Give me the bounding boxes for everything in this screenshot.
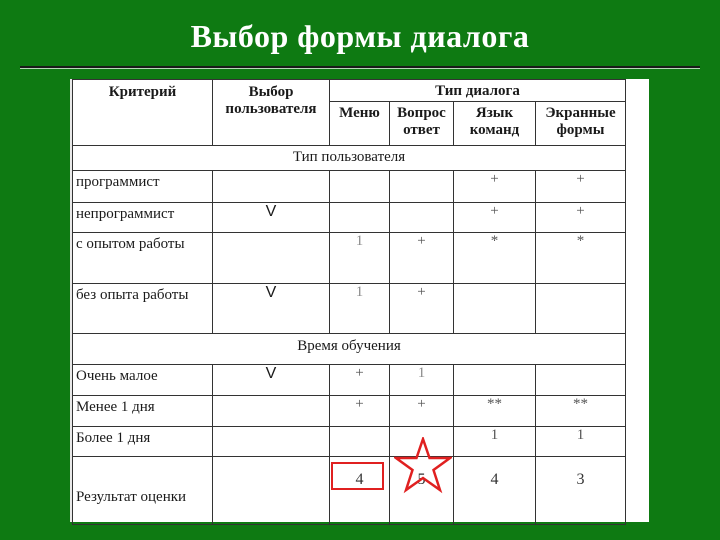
user-choice-cell: V (213, 203, 330, 233)
user-choice-cell: V (213, 284, 330, 334)
cell-forms: ** (536, 396, 626, 427)
result-menu: 4 (330, 457, 390, 525)
header-user-choice: Выбор пользователя (213, 80, 330, 146)
cell-forms (536, 365, 626, 396)
cell-commands: ** (454, 396, 536, 427)
header-criterion: Критерий (73, 80, 213, 146)
cell-forms (536, 284, 626, 334)
cell-menu (330, 203, 390, 233)
row-label: программист (73, 171, 213, 203)
cell-forms: + (536, 171, 626, 203)
result-choice-cell (213, 457, 330, 525)
cell-forms: + (536, 203, 626, 233)
cell-menu: + (330, 396, 390, 427)
cell-menu (330, 427, 390, 457)
section-training-time: Время обучения (73, 334, 626, 365)
cell-qa: 1 (390, 365, 454, 396)
dialog-form-table (72, 79, 626, 525)
row-label: Очень малое (73, 365, 213, 396)
header-type-qa: Вопрос ответ (390, 102, 454, 146)
result-label: Результат оценки (73, 457, 213, 525)
row-label: Более 1 дня (73, 427, 213, 457)
row-label: без опыта работы (73, 284, 213, 334)
cell-qa: + (390, 233, 454, 284)
row-label: Менее 1 дня (73, 396, 213, 427)
header-dialog-type: Тип диалога (330, 80, 626, 102)
cell-forms: * (536, 233, 626, 284)
user-choice-cell (213, 427, 330, 457)
user-choice-cell (213, 396, 330, 427)
header-type-forms: Экранные формы (536, 102, 626, 146)
section-user-type: Тип пользователя (73, 146, 626, 171)
cell-menu: 1 (330, 233, 390, 284)
result-forms: 3 (536, 457, 626, 525)
cell-commands: + (454, 203, 536, 233)
cell-forms: 1 (536, 427, 626, 457)
cell-commands: 1 (454, 427, 536, 457)
cell-commands (454, 284, 536, 334)
header-type-commands: Язык команд (454, 102, 536, 146)
cell-qa (390, 203, 454, 233)
cell-commands: * (454, 233, 536, 284)
user-choice-cell: V (213, 365, 330, 396)
cell-qa: + (390, 284, 454, 334)
user-choice-cell (213, 233, 330, 284)
star-icon (394, 437, 452, 495)
header-type-menu: Меню (330, 102, 390, 146)
cell-qa (390, 171, 454, 203)
highlight-box (331, 462, 384, 490)
slide-title: Выбор формы диалога (190, 18, 530, 54)
cell-qa: + (390, 396, 454, 427)
cell-commands (454, 365, 536, 396)
row-label: с опытом работы (73, 233, 213, 284)
cell-menu (330, 171, 390, 203)
result-qa: 5 (390, 457, 454, 525)
cell-commands: + (454, 171, 536, 203)
cell-menu: 1 (330, 284, 390, 334)
row-label: непрограммист (73, 203, 213, 233)
user-choice-cell (213, 171, 330, 203)
title-divider (20, 66, 700, 69)
cell-menu: + (330, 365, 390, 396)
result-commands: 4 (454, 457, 536, 525)
